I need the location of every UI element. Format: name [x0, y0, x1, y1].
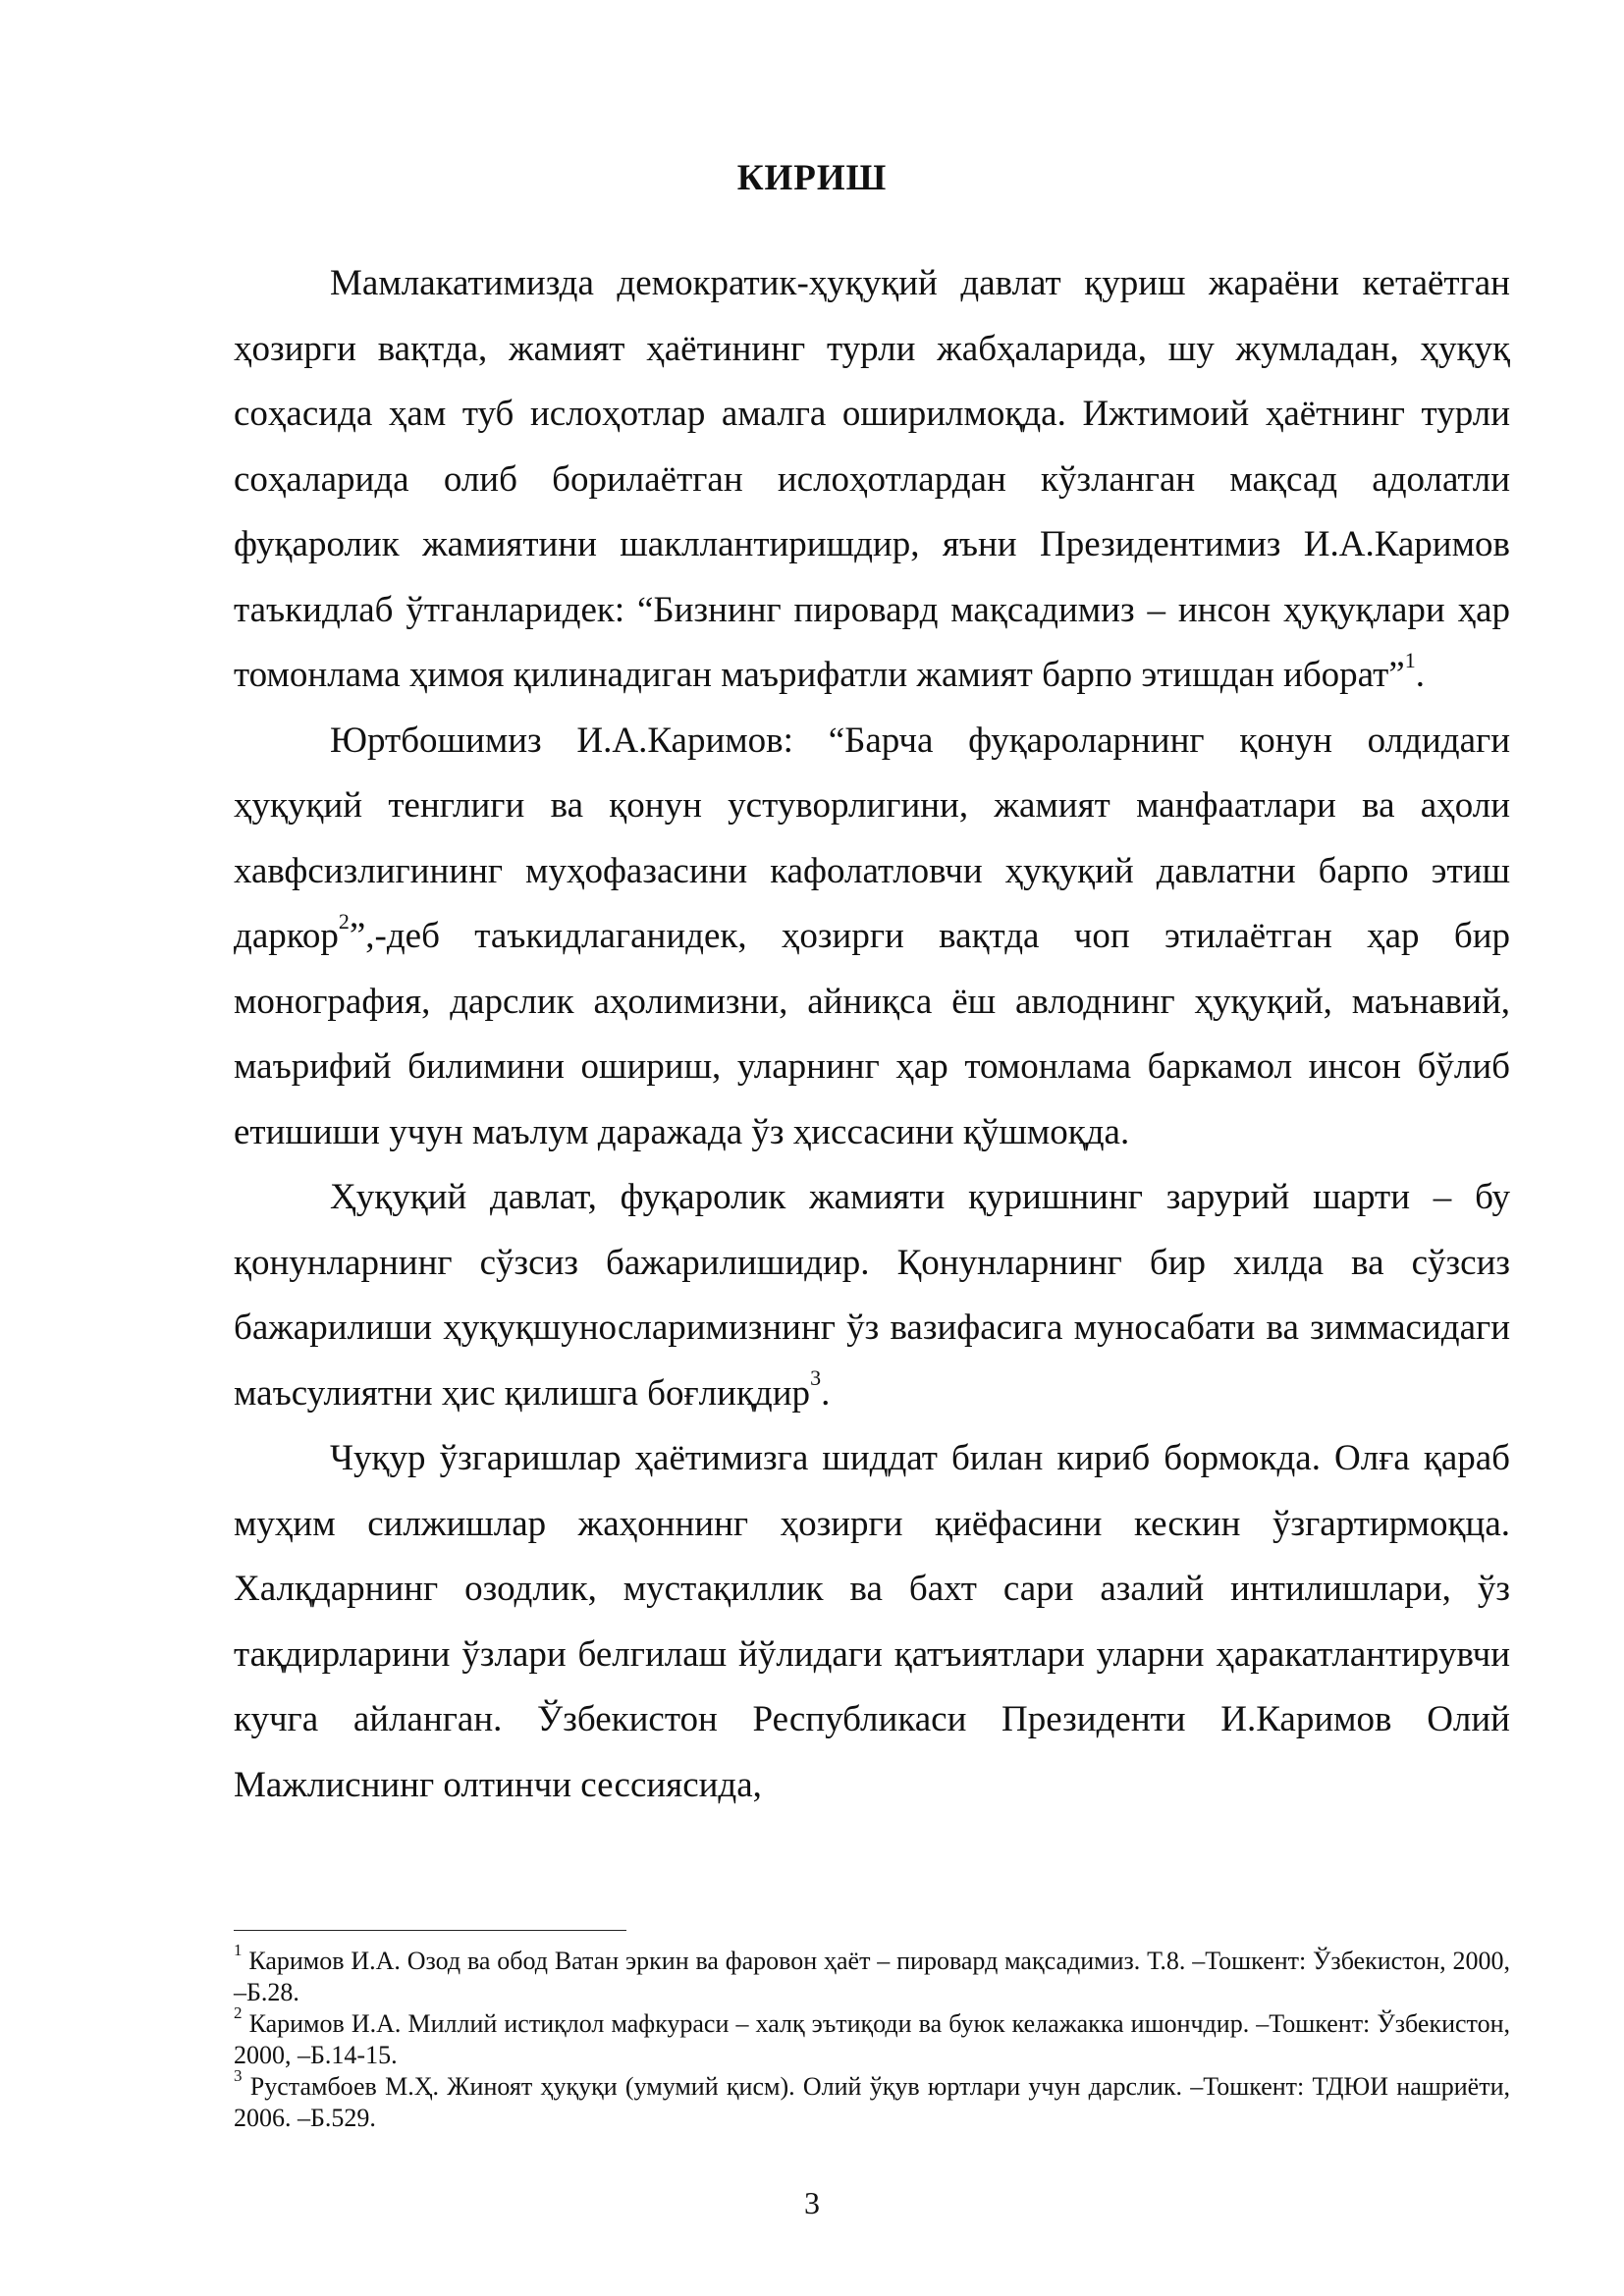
paragraph-text: Юртбошимиз И.А.Каримов: “Барча фуқароларнинг қонун олдидаги ҳуқуқий тенглиги ва қонун устуворлигини, жамият манфаатлари ва аҳоли хавфсизлигининг муҳофазасини кафолатловчи ҳуқуқий давлатни барпо этиш даркор: [234, 720, 1510, 956]
page-number: 3: [804, 2185, 820, 2220]
footnote-text: Рустамбоев М.Ҳ. Жиноят ҳуқуқи (умумий қисм). Олий ўқув юртлари учун дарслик. –Тошкент: ТДЮИ нашриёти, 2006. –Б.529.: [234, 2072, 1510, 2132]
footnote-number: 3: [234, 2066, 243, 2086]
footnote-reference-2[interactable]: 2: [338, 908, 350, 934]
paragraph-text-tail: ”,-деб таъкидлаганидек, ҳозирги вақтда чоп этилаётган ҳар бир монография, дарслик аҳолимизни, айниқса ёш авлоднинг ҳуқуқий, маънавий, маърифий билимини ошириш, уларнинг ҳар томонлама баркамол инсон бўлиб етишиши учун маълум даражада ўз ҳиссасини қўшмоқда.: [234, 916, 1510, 1152]
footnotes: [234, 1941, 1510, 2134]
footnote-number: 2: [234, 2003, 243, 2023]
paragraph-text-tail: .: [1415, 655, 1425, 695]
paragraph-text-tail: .: [821, 1372, 831, 1414]
footnote-reference-1[interactable]: 1: [1404, 647, 1416, 672]
page-title: КИРИШ: [736, 158, 888, 198]
footnote-1: [234, 1941, 1510, 2008]
footnote-text: Каримов И.А. Миллий истиқлол мафкураси – халқ эътиқоди ва буюк келажакка ишончдир. –Тошкент: Ўзбекистон, 2000, –Б.14-15.: [234, 2009, 1510, 2069]
footnote-text: Каримов И.А. Озод ва обод Ватан эркин ва фаровон ҳаёт – пировард мақсадимиз. Т.8. –Тошкент: Ўзбекистон, 2000, –Б.28.: [234, 1947, 1510, 2006]
paragraph-text: Мамлакатимизда демократик-ҳуқуқий давлат қуриш жараёни кетаётган ҳозирги вақтда, жамият ҳаётининг турли жабҳаларида, шу жумладан, ҳуқуқ соҳасида ҳам туб ислоҳотлар амалга оширилмоқда. Ижтимоий ҳаётнинг турли соҳаларида олиб борилаётган ислоҳотлардан кўзланган мақсад адолатли фуқаролик жамиятини шакллантиришдир, яъни Президентимиз И.А.Каримов таъкидлаб ўтганларидек: “Бизнинг пировард мақсадимиз – инсон ҳуқуқлари ҳар томонлама ҳимоя қилинадиган маърифатли жамият барпо этишдан иборат”: [234, 263, 1510, 695]
paragraph-text: Ҳуқуқий давлат, фуқаролик жамияти қуришнинг зарурий шарти – бу қонунларнинг сўзсиз бажарилишидир. Қонунларнинг бир хилда ва сўзсиз бажарилиши ҳуқуқшуносларимизнинг ўз вазифасига муносабати ва зиммасидаги маъсулиятни ҳис қилишга боғлиқдир: [234, 1177, 1510, 1414]
footnote-separator: [234, 1930, 626, 1931]
paragraph-3: [234, 1165, 1510, 1426]
document-body: [234, 251, 1510, 1818]
paragraph-text: Чуқур ўзгаришлар ҳаётимизга шиддат билан кириб бормокда. Олға қараб муҳим силжишлар жаҳоннинг ҳозирги қиёфасини кескин ўзгартирмоқца. Халқдарнинг озодлик, мустақиллик ва бахт сари азалий интилишлари, ўз тақдирларини ўзлари белгилаш йўлидаги қатъиятлари уларни ҳаракатлантирувчи кучга айланган. Ўзбекистон Республикаси Президенти И.Каримов Олий Мажлиснинг олтинчи сессиясида,: [234, 1438, 1510, 1805]
footnote-2: [234, 2003, 1510, 2071]
footnote-3: [234, 2066, 1510, 2134]
paragraph-4: [234, 1426, 1510, 1818]
paragraph-1: [234, 251, 1510, 709]
footnote-number: 1: [234, 1941, 243, 1960]
footnote-reference-3[interactable]: 3: [810, 1365, 822, 1391]
paragraph-2: [234, 709, 1510, 1166]
